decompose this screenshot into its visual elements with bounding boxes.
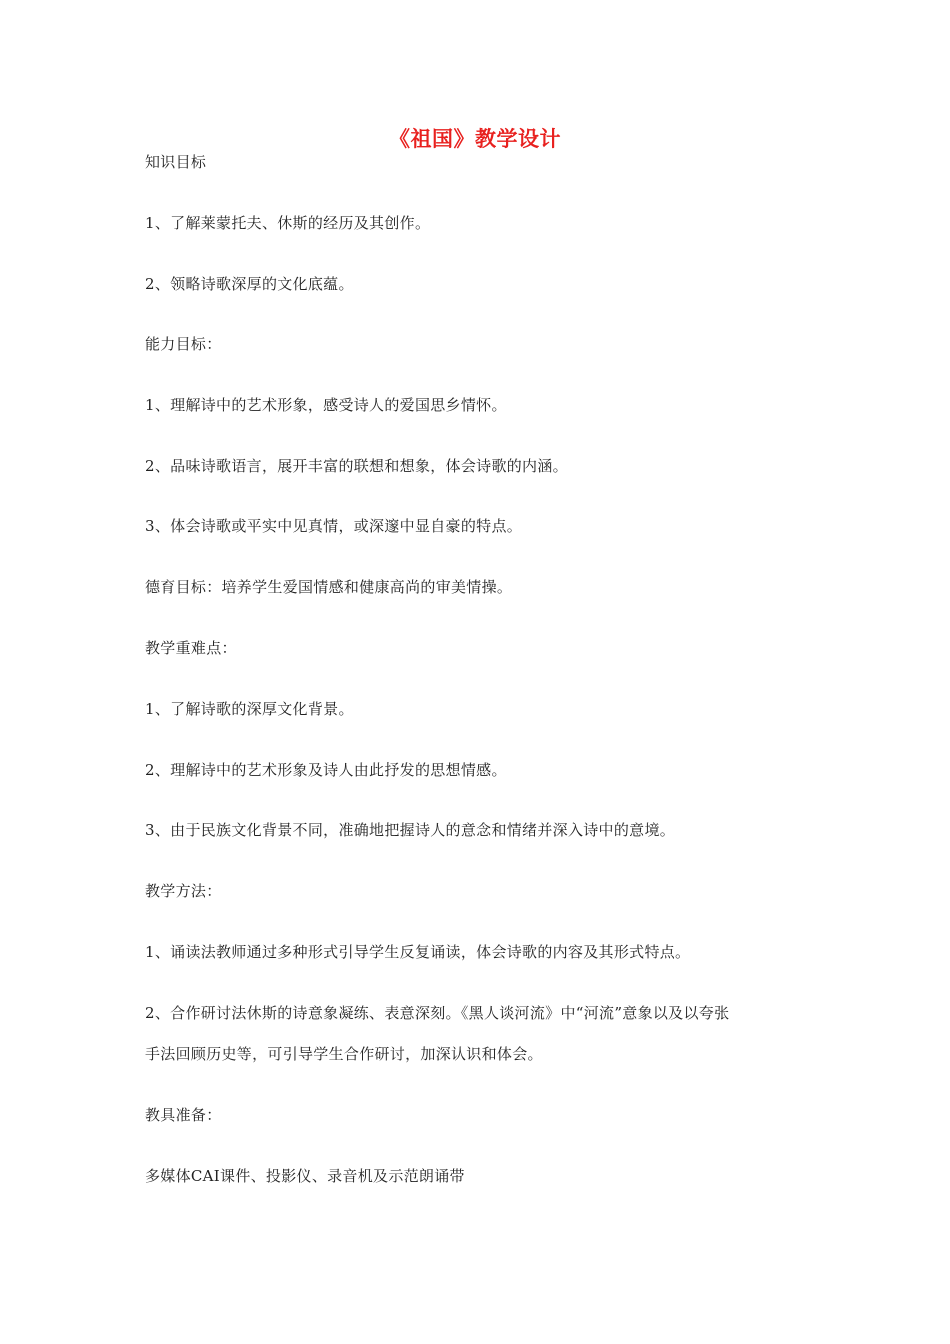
key-points-item: 2、理解诗中的艺术形象及诗人由此抒发的思想情感。	[145, 761, 507, 779]
methods-heading: 教学方法：	[145, 882, 222, 900]
moral-goal: 德育目标：培养学生爱国情感和健康高尚的审美情操。	[145, 578, 513, 596]
ability-heading: 能力目标：	[145, 335, 222, 353]
methods-item-continuation: 手法回顾历史等，可引导学生合作研讨，加深认识和体会。	[145, 1045, 543, 1063]
document-title: 《祖国》教学设计	[389, 126, 561, 151]
knowledge-heading: 知识目标	[145, 153, 207, 171]
key-points-heading: 教学重难点：	[145, 639, 237, 657]
tools-text: 多媒体CAI课件、投影仪、录音机及示范朗诵带	[145, 1167, 465, 1185]
methods-item: 2、合作研讨法休斯的诗意象凝练、表意深刻。《黑人谈河流》中“河流”意象以及以夸张	[145, 1004, 730, 1022]
knowledge-item: 2、领略诗歌深厚的文化底蕴。	[145, 275, 354, 293]
key-points-item: 1、了解诗歌的深厚文化背景。	[145, 700, 354, 718]
ability-item: 3、体会诗歌或平实中见真情，或深邃中显自豪的特点。	[145, 517, 523, 535]
ability-item: 1、理解诗中的艺术形象，感受诗人的爱国思乡情怀。	[145, 396, 507, 414]
methods-item: 1、诵读法教师通过多种形式引导学生反复诵读，体会诗歌的内容及其形式特点。	[145, 943, 691, 961]
tools-heading: 教具准备：	[145, 1106, 222, 1124]
knowledge-item: 1、了解莱蒙托夫、休斯的经历及其创作。	[145, 214, 431, 232]
ability-item: 2、品味诗歌语言，展开丰富的联想和想象，体会诗歌的内涵。	[145, 457, 568, 475]
key-points-item: 3、由于民族文化背景不同，准确地把握诗人的意念和情绪并深入诗中的意境。	[145, 821, 676, 839]
